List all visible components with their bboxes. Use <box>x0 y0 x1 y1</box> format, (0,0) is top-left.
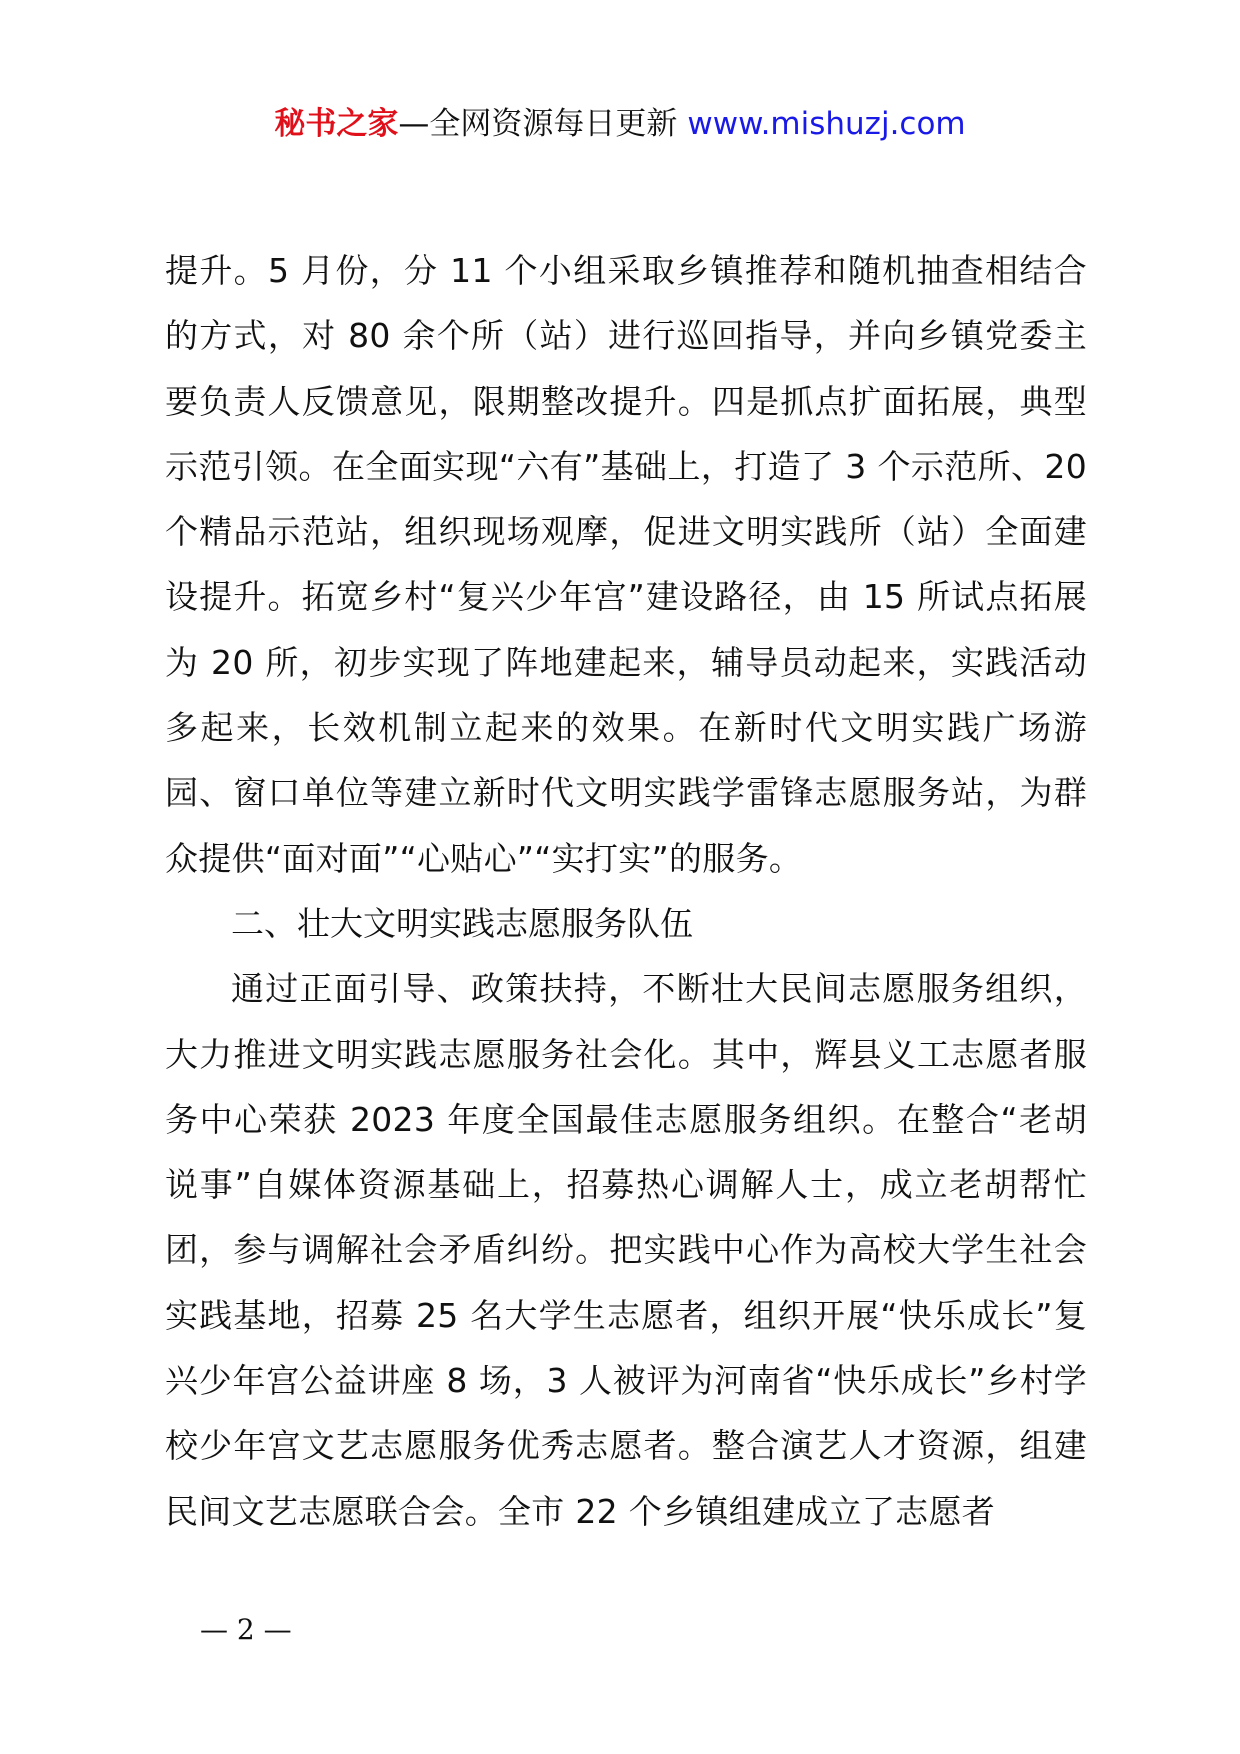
section-heading: 二、壮大文明实践志愿服务队伍 <box>231 903 693 943</box>
document-body <box>165 238 1087 1544</box>
site-url-link[interactable]: www.mishuzj.com <box>687 106 966 142</box>
paragraph-continuation: 提升。5 月份，分 11 个小组采取乡镇推荐和随机抽查相结合的方式，对 80 余个所（站）进行巡回指导，并向乡镇党委主要负责人反馈意见，限期整改提升。四是抓点扩面拓展，典型示范引领。在全面实现“六有”基础上，打造了 3 个示范所、20 个精品示范站，组织现场观摩，促进文明实践所（站）全面建设提升。拓宽乡村“复兴少年宫”建设路径，由 15 所试点拓展为 20 所，初步实现了阵地建起来，辅导员动起来，实践活动多起来，长效机制立起来的效果。在新时代文明实践广场游园、窗口单位等建立新时代文明实践学雷锋志愿服务站，为群众提供“面对面”“心贴心”“实打实”的服务。 <box>165 251 1087 878</box>
site-header <box>0 100 1240 148</box>
site-tagline: —全网资源每日更新 <box>398 106 678 142</box>
page-number: — 2 — <box>200 1613 292 1646</box>
paragraph-volunteer-team: 通过正面引导、政策扶持，不断壮大民间志愿服务组织，大力推进文明实践志愿服务社会化。其中，辉县义工志愿者服务中心荣获 2023 年度全国最佳志愿服务组织。在整合“老胡说事”自媒体资源基础上，招募热心调解人士，成立老胡帮忙团，参与调解社会矛盾纠纷。把实践中心作为高校大学生社会实践基地，招募 25 名大学生志愿者，组织开展“快乐成长”复兴少年宫公益讲座 8 场，3 人被评为河南省“快乐成长”乡村学校少年宫文艺志愿服务优秀志愿者。整合演艺人才资源，组建民间文艺志愿联合会。全市 22 个乡镇组建成立了志愿者 <box>165 969 1087 1531</box>
site-brand: 秘书之家 <box>274 106 399 142</box>
